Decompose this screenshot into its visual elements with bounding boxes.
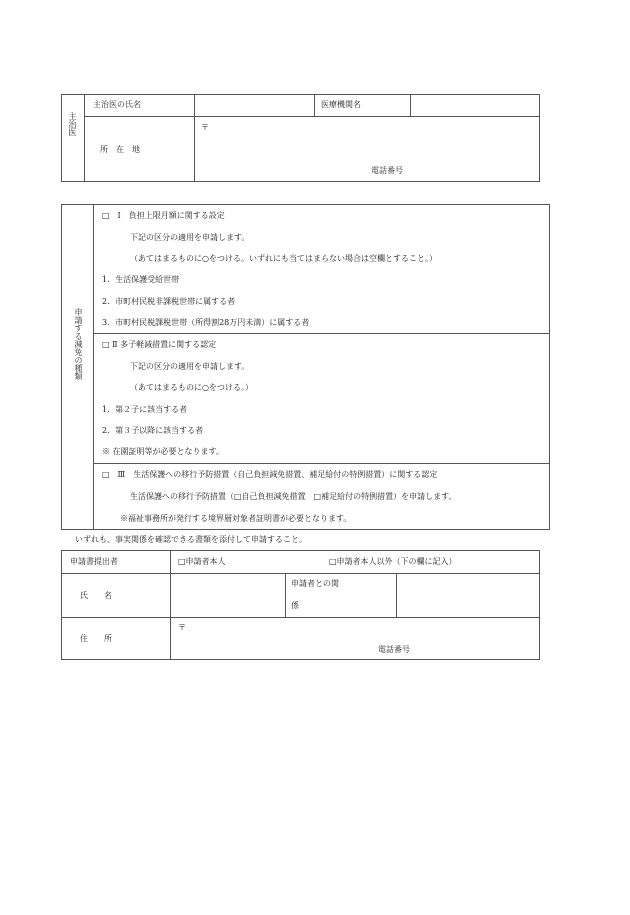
doctor-name-label: 主治医の氏名 (93, 100, 141, 109)
s3-note: ※福祉事務所が発行する境界層対象者証明書が必要となります。 (120, 514, 352, 523)
s2-line1: 下記の区分の適用を申請します。 (130, 362, 250, 371)
submitter-option-self[interactable]: □申請者本人 (178, 557, 226, 566)
s2-title[interactable]: □ Ⅱ 多子軽減措置に関する認定 (102, 340, 217, 349)
submitter-postal-mark: 〒 (178, 623, 186, 632)
s1-line2: （あてはまるものに○をつける。いずれにも当てはまらない場合は空欄とすること。） (130, 254, 437, 263)
s2-line2: （あてはまるものに○をつける。） (130, 383, 253, 392)
submitter-row-divider-1 (61, 573, 540, 574)
submitter-col-divider-3 (396, 573, 397, 617)
submitter-name-label: 氏 名 (80, 591, 112, 600)
doctor-address-label: 所 在 地 (100, 145, 140, 154)
submitter-phone-label: 電話番号 (378, 645, 410, 654)
submitter-name-value[interactable] (176, 580, 279, 610)
institution-label: 医療機関名 (321, 100, 361, 109)
s2-item[interactable]: 2．第３子以降に該当する者 (102, 426, 204, 435)
s3-line1: 生活保護への移行予防措置（□自己負担減免措置 □補足給付の特例措置）を申請します。 (130, 492, 457, 501)
doctor-col-divider-2 (194, 94, 195, 182)
doctor-postal-mark: 〒 (201, 123, 209, 132)
submitter-label: 申請書提出者 (70, 557, 118, 566)
relation-label: 申請者との関 (291, 579, 339, 588)
submitter-col-divider-1 (170, 550, 171, 660)
reduction-row-divider-2 (93, 463, 550, 464)
doctor-name-value[interactable] (200, 100, 308, 110)
relation-value[interactable] (402, 580, 534, 610)
attachment-note: いずれも、事実関係を確認できる書類を添付して申請すること。 (75, 535, 307, 544)
submitter-address-label: 住 所 (80, 634, 112, 643)
doctor-col-divider-3 (314, 94, 315, 116)
s1-item[interactable]: 1．生活保護受給世帯 (102, 275, 180, 284)
reduction-col-divider (93, 204, 94, 530)
s1-title[interactable]: □ Ⅰ 負担上限月額に関する設定 (102, 211, 225, 220)
institution-value[interactable] (416, 100, 534, 110)
s1-item[interactable]: 2．市町村民税非課税世帯に属する者 (102, 297, 236, 306)
submitter-col-divider-2 (285, 573, 286, 617)
doctor-col-divider-4 (410, 94, 411, 116)
reduction-section-label: 申請する減免の種類 (74, 308, 83, 380)
submitter-option-other[interactable]: □申請者本人以外（下の欄に記入） (329, 557, 457, 566)
s2-note: ※ 在園証明等が必要となります。 (102, 447, 224, 456)
s2-item[interactable]: 1．第２子に該当する者 (102, 405, 188, 414)
relation-label: 係 (291, 601, 299, 610)
doctor-col-divider-1 (84, 94, 85, 182)
s1-line1: 下記の区分の適用を申請します。 (130, 233, 250, 242)
doctor-row-divider (84, 116, 540, 117)
s1-item[interactable]: 3．市町村民税課税世帯（所得割28万円未満）に属する者 (102, 318, 310, 327)
submitter-row-divider-2 (61, 617, 540, 618)
doctor-phone-label: 電話番号 (371, 166, 403, 175)
s3-title[interactable]: □ Ⅲ 生活保護への移行予防措置（自己負担減免措置、補足給付の特例措置）に関する認定 (102, 470, 438, 479)
reduction-row-divider-1 (93, 333, 550, 334)
doctor-section-label: 主治医 (68, 112, 77, 136)
